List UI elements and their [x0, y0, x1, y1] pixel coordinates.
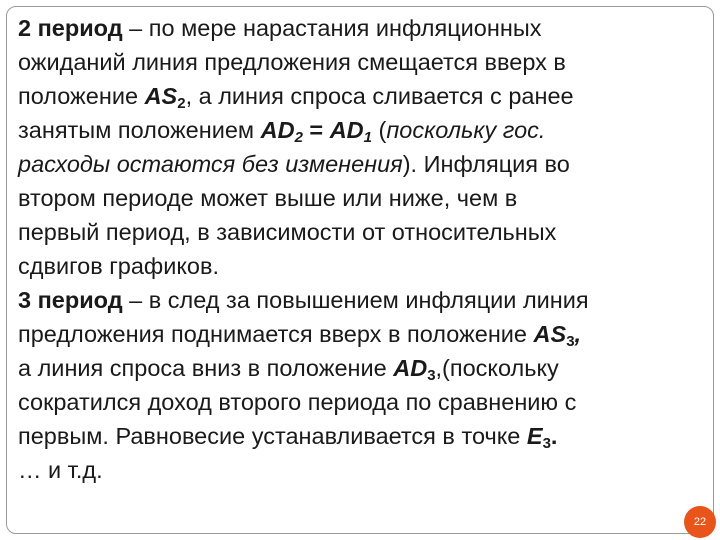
p2-line-4: занятым положением $AD_2 = AD_1$ (поскольку гос.	[18, 117, 546, 146]
p2-line-5: расходы остаются без изменения). Инфляция во	[18, 151, 570, 177]
ad1-symbol: AD	[329, 117, 364, 143]
p2-line-8: сдвигов графиков.	[18, 253, 220, 279]
p3-line-4: сократился доход второго периода по сравнению с	[18, 389, 577, 415]
p3-line-2: предложения поднимается вверх в положение $AS_3$,	[18, 321, 582, 350]
p2-line-6: втором периоде может выше или ниже, чем в	[18, 185, 518, 211]
as3-symbol: AS	[533, 321, 567, 347]
p2-line-2: ожиданий линия предложения смещается вверх в	[18, 49, 566, 75]
p3-line-5: первым. Равновесие устанавливается в точке $E_3$.	[18, 423, 558, 452]
p3-line-1: 3 период – в след за повышением инфляции линия	[18, 287, 589, 313]
e3-symbol: E	[526, 423, 543, 449]
ad3-symbol: AD	[393, 355, 428, 381]
ad2-symbol: AD	[260, 117, 295, 143]
slide-text	[18, 11, 700, 487]
period-2-heading: 2 период	[18, 15, 123, 41]
p2-line-3: положение $AS_2$, а линия спроса сливается с ранее	[18, 83, 574, 112]
as2-symbol: AS	[144, 83, 178, 109]
period-3-heading: 3 период	[18, 287, 123, 313]
p3-line-3: а линия спроса вниз в положение $AD_3,(поскольку$	[18, 355, 559, 384]
page-number-badge: 22	[684, 506, 716, 538]
p3-line-6: … и т.д.	[18, 457, 103, 483]
p2-line-7: первый период, в зависимости от относительных	[18, 219, 557, 245]
p2-line-1: 2 период – по мере нарастания инфляционных	[18, 15, 542, 41]
